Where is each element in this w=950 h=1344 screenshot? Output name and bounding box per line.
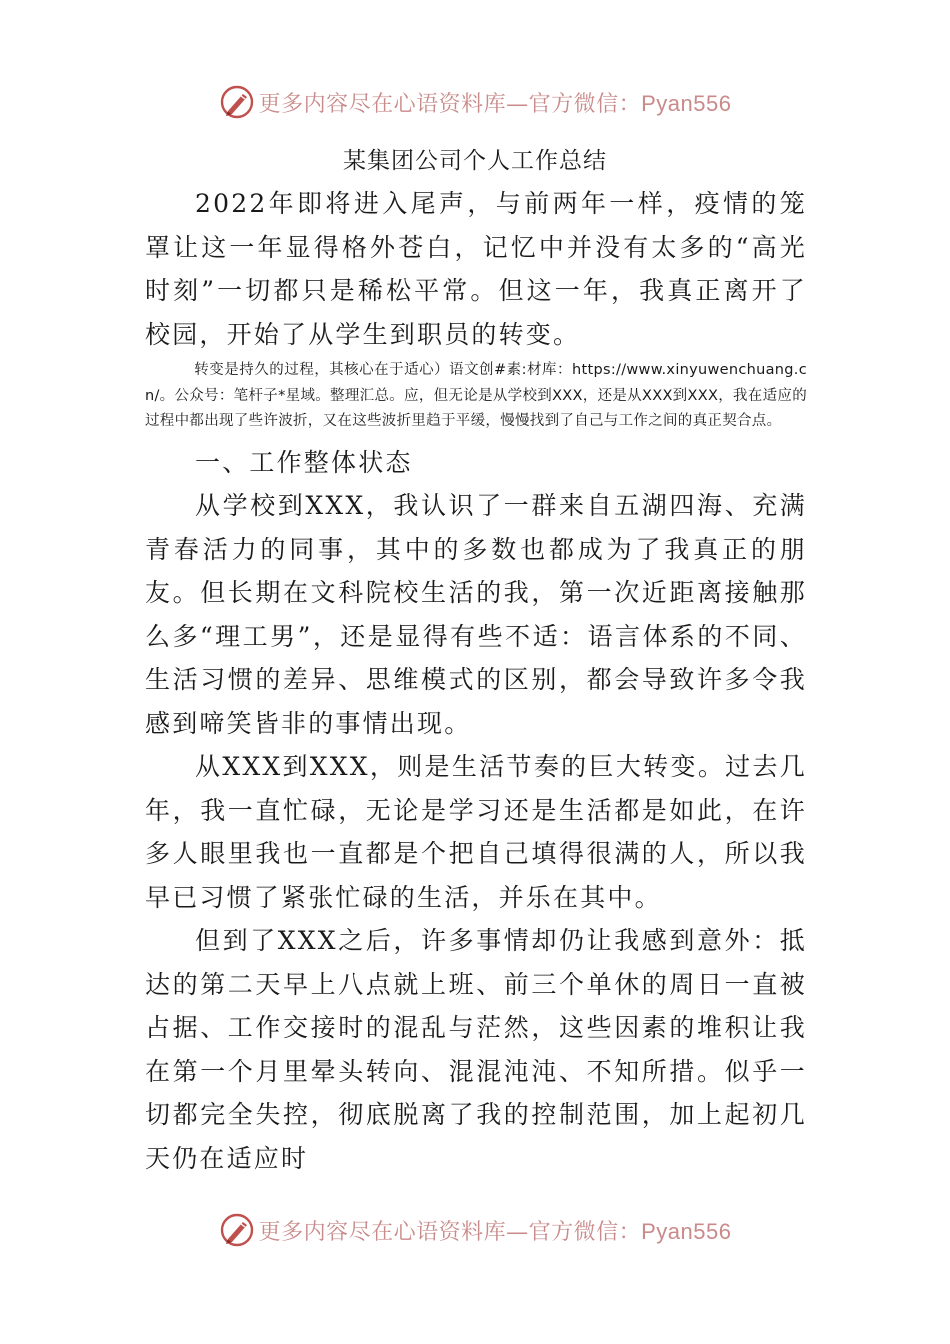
banner-wechat-id: Pyan556: [641, 1218, 732, 1244]
paragraph-3: 从学校到XXX，我认识了一群来自五湖四海、充满青春活力的同事，其中的多数也都成为了我真正的朋友。但长期在文科院校生活的我，第一次近距离接触那么多“理工男”，还是显得有些不适：语言体系的不同、生活习惯的差异、思维模式的区别，都会导致许多令我感到啼笑皆非的事情出现。: [145, 491, 807, 738]
banner-text: [259, 1215, 732, 1246]
document-title: 某集团公司个人工作总结: [343, 148, 607, 174]
pen-logo-icon: [219, 84, 255, 120]
paragraph-1: 2022年即将进入尾声，与前两年一样，疫情的笼罩让这一年显得格外苍白，记忆中并没有太多的“高光时刻”一切都只是稀松平常。但这一年，我真正离开了校园，开始了从学生到职员的转变。: [145, 189, 807, 349]
banner-label: 更多内容尽在心语资料库—官方微信：: [258, 91, 642, 117]
pen-logo-icon: [219, 1212, 255, 1248]
footer-banner: [0, 1208, 950, 1252]
banner-label: 更多内容尽在心语资料库—官方微信：: [258, 1219, 642, 1245]
banner-wechat-id: Pyan556: [641, 90, 732, 116]
header-banner: [0, 80, 950, 124]
document-body: [145, 182, 807, 1180]
paragraph-5: 但到了XXX之后，许多事情却仍让我感到意外：抵达的第二天早上八点就上班、前三个单休的周日一直被占据、工作交接时的混乱与茫然，这些因素的堆积让我在第一个月里晕头转向、混混沌沌、不知所措。似乎一切都完全失控，彻底脱离了我的控制范围，加上起初几天仍在适应时: [145, 926, 807, 1173]
paragraph-2-small: 转变是持久的过程，其核心在于适心）语文创#素:材库：https://www.xinyuwenchuang.cn/。公众号：笔杆子*星域。整理汇总。应，但无论是从学校到XXX，还是从XXX到XXX，我在适应的过程中都出现了些许波折，又在这些波折里趋于平缓，慢慢找到了自己与工作之间的真正契合点。: [145, 362, 807, 429]
section-heading-1: 一、工作整体状态: [195, 447, 413, 477]
paragraph-4: 从XXX到XXX，则是生活节奏的巨大转变。过去几年，我一直忙碌，无论是学习还是生活都是如此，在许多人眼里我也一直都是个把自己填得很满的人，所以我早已习惯了紧张忙碌的生活，并乐在其中。: [145, 752, 807, 912]
banner-text: [259, 87, 732, 118]
